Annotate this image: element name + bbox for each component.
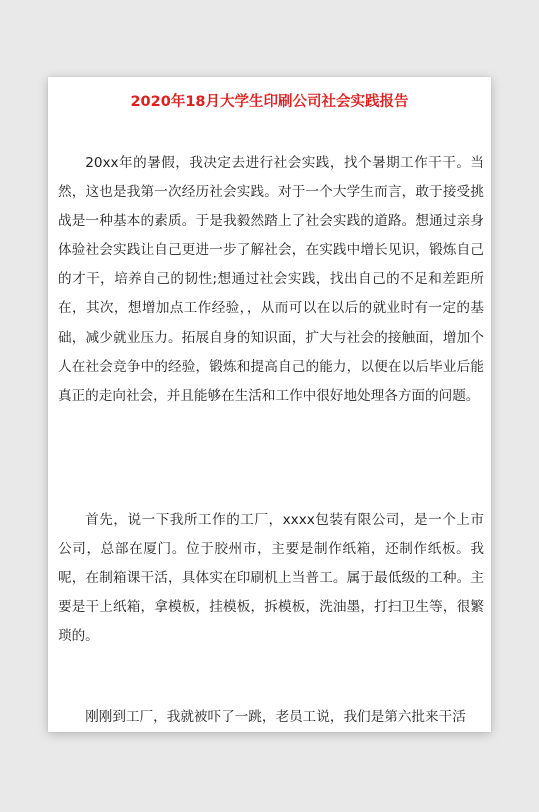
paragraph-3: 刚刚到工厂，我就被吓了一跳，老员工说，我们是第六批来干活	[85, 709, 466, 725]
document-page	[48, 77, 491, 732]
document-title: 2020年18月大学生印刷公司社会实践报告	[130, 94, 409, 110]
paragraph-2: 首先，说一下我所工作的工厂，xxxx包装有限公司，是一个上市公司，总部在厦门。位于胶州市，主要是制作纸箱，还制作纸板。我呢，在制箱课干活，具体实在印刷机上当普工。属于最低级的工种。主要是干上纸箱，拿模板，挂模板，拆模板，洗油墨，打扫卫生等，很繁琐的。	[58, 512, 484, 645]
paragraph-1: 20xx年的暑假，我决定去进行社会实践，找个暑期工作干干。当然，这也是我第一次经历社会实践。对于一个大学生而言，敢于接受挑战是一种基本的素质。于是我毅然踏上了社会实践的道路。想通过亲身体验社会实践让自己更进一步了解社会，在实践中增长见识，锻炼自己的才干，培养自己的韧性;想通过社会实践，找出自己的不足和差距所在，其次，想增加点工作经验，，从而可以在以后的就业时有一定的基础，减少就业压力。拓展自身的知识面，扩大与社会的接触面，增加个人在社会竞争中的经验，锻炼和提高自己的能力，以便在以后毕业后能真正的走向社会，并且能够在生活和工作中很好地处理各方面的问题。	[58, 155, 484, 404]
